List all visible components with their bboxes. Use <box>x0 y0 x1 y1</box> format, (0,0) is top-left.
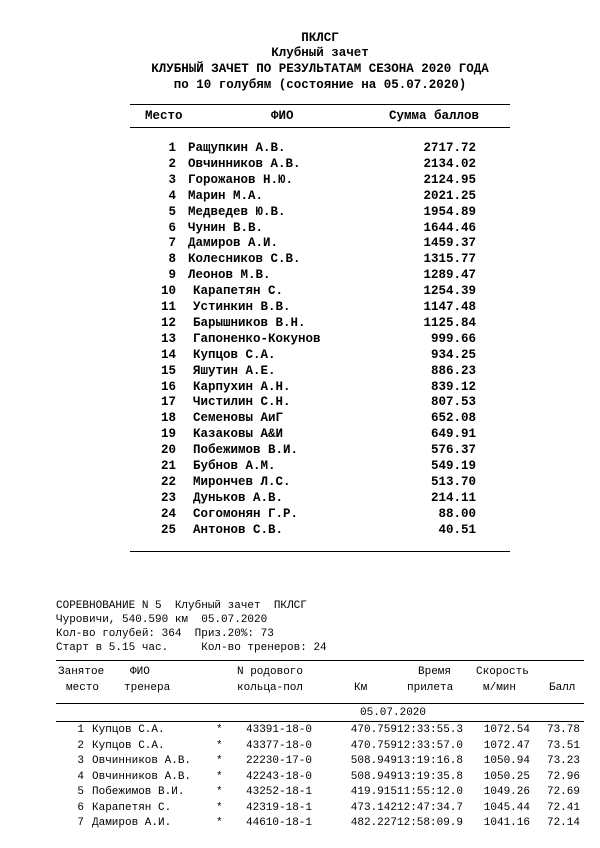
col-place-header: Место <box>145 109 183 123</box>
result-place: 2 <box>77 740 84 752</box>
competition-count: Кол-во голубей: 364 Приз.20%: 73 <box>56 628 274 640</box>
standing-name: Колесников С.В. <box>188 252 301 266</box>
results-date: 05.07.2020 <box>360 707 427 719</box>
result-speed: 1041.16 <box>483 817 530 829</box>
result-ring: 43252-18-1 <box>246 786 313 798</box>
result-time: 12:33:57.0 <box>397 740 464 752</box>
standing-score: 1459.37 <box>423 236 476 250</box>
standing-name: Побежимов В.И. <box>193 443 299 457</box>
competition-location: Чуровичи, 540.590 км 05.07.2020 <box>56 614 268 626</box>
result-time: 11:55:12.0 <box>397 786 464 798</box>
result-speed: 1050.25 <box>483 771 530 783</box>
result-place: 1 <box>77 724 84 736</box>
standing-place: 18 <box>160 411 176 425</box>
standing-place: 24 <box>160 507 176 521</box>
standing-place: 25 <box>160 523 176 537</box>
standing-name: Чистилин С.Н. <box>193 395 291 409</box>
standing-score: 1147.48 <box>423 300 476 314</box>
result-km: 482.227 <box>350 817 397 829</box>
result-trainer: Купцов С.А. <box>92 740 165 752</box>
standing-place: 19 <box>160 427 176 441</box>
result-km: 508.949 <box>350 755 397 767</box>
doc-condition: по 10 голубям (состояние на 05.07.2020) <box>173 78 467 92</box>
standing-name: Овчинников А.В. <box>188 157 301 171</box>
result-score: 72.69 <box>546 786 580 798</box>
standing-name: Антонов С.В. <box>193 523 284 537</box>
standing-name: Ращупкин А.В. <box>188 141 286 155</box>
standing-name: Леонов М.В. <box>188 268 271 282</box>
standing-name: Барышников В.Н. <box>193 316 306 330</box>
standing-name: Горожанов Н.Ю. <box>188 173 294 187</box>
hdr-score: Балл <box>549 682 576 694</box>
result-time: 12:47:34.7 <box>397 802 464 814</box>
standing-place: 21 <box>160 459 176 473</box>
standing-place: 5 <box>168 205 176 219</box>
result-mark: * <box>216 740 223 752</box>
result-km: 470.759 <box>350 740 397 752</box>
doc-org: ПКЛСГ <box>301 31 339 45</box>
hdr-fio-top: ФИО <box>130 666 150 678</box>
result-trainer: Дамиров А.И. <box>92 817 172 829</box>
result-mark: * <box>216 724 223 736</box>
standing-place: 16 <box>160 380 176 394</box>
standing-place: 20 <box>160 443 176 457</box>
result-speed: 1049.26 <box>483 786 530 798</box>
standing-score: 934.25 <box>430 348 476 362</box>
result-speed: 1045.44 <box>483 802 530 814</box>
result-place: 3 <box>77 755 84 767</box>
result-score: 73.23 <box>546 755 580 767</box>
result-mark: * <box>216 802 223 814</box>
result-km: 508.949 <box>350 771 397 783</box>
result-km: 470.759 <box>350 724 397 736</box>
standing-place: 23 <box>160 491 176 505</box>
standing-name: Мирончев Л.С. <box>193 475 291 489</box>
standing-score: 2124.95 <box>423 173 476 187</box>
result-trainer: Побежимов В.И. <box>92 786 185 798</box>
standing-score: 649.91 <box>430 427 476 441</box>
result-ring: 43391-18-0 <box>246 724 313 736</box>
results-date-rule <box>56 721 584 722</box>
hdr-speed-top: Скорость <box>476 666 529 678</box>
standing-place: 8 <box>168 252 176 266</box>
result-ring: 44610-18-1 <box>246 817 313 829</box>
standing-place: 7 <box>168 236 176 250</box>
standing-score: 1289.47 <box>423 268 476 282</box>
hdr-time-top: Время <box>418 666 452 678</box>
standing-place: 12 <box>160 316 176 330</box>
hdr-place-bottom: место <box>66 682 100 694</box>
hdr-ring-top: N родового <box>237 666 304 678</box>
standings-top-rule <box>130 104 510 105</box>
hdr-km: Км <box>354 682 368 694</box>
hdr-place-top: Занятое <box>58 666 105 678</box>
result-trainer: Купцов С.А. <box>92 724 165 736</box>
result-score: 73.78 <box>546 724 580 736</box>
result-speed: 1072.54 <box>483 724 530 736</box>
standings-bottom-rule <box>130 551 510 552</box>
standing-place: 15 <box>160 364 176 378</box>
result-trainer: Овчинников А.В. <box>92 755 192 767</box>
standing-name: Карпухин А.Н. <box>193 380 291 394</box>
result-trainer: Овчинников А.В. <box>92 771 192 783</box>
standing-score: 40.51 <box>438 523 476 537</box>
standing-place: 6 <box>168 221 176 235</box>
standing-name: Гапоненко-Кокунов <box>193 332 321 346</box>
doc-subtitle: Клубный зачет <box>271 46 369 60</box>
col-score-header: Сумма баллов <box>389 109 480 123</box>
result-place: 4 <box>77 771 84 783</box>
standing-place: 9 <box>168 268 176 282</box>
result-score: 72.41 <box>546 802 580 814</box>
result-time: 12:58:09.9 <box>397 817 464 829</box>
standing-score: 807.53 <box>430 395 476 409</box>
standing-name: Медведев Ю.В. <box>188 205 286 219</box>
standing-score: 1315.77 <box>423 252 476 266</box>
standing-place: 14 <box>160 348 176 362</box>
result-km: 473.142 <box>350 802 397 814</box>
standing-place: 4 <box>168 189 176 203</box>
standing-place: 17 <box>160 395 176 409</box>
standing-name: Дуньков А.В. <box>193 491 284 505</box>
standing-score: 652.08 <box>430 411 476 425</box>
result-mark: * <box>216 817 223 829</box>
hdr-fio-bottom: тренера <box>124 682 171 694</box>
hdr-ring-bottom: кольца-пол <box>237 682 304 694</box>
result-ring: 22230-17-0 <box>246 755 313 767</box>
standing-score: 214.11 <box>430 491 476 505</box>
result-mark: * <box>216 755 223 767</box>
result-trainer: Карапетян С. <box>92 802 172 814</box>
standing-score: 2717.72 <box>423 141 476 155</box>
standing-name: Бубнов А.М. <box>193 459 276 473</box>
result-time: 13:19:35.8 <box>397 771 464 783</box>
standing-score: 513.70 <box>430 475 476 489</box>
competition-title: СОРЕВНОВАНИЕ N 5 Клубный зачет ПКЛСГ <box>56 600 307 612</box>
result-ring: 42243-18-0 <box>246 771 313 783</box>
standing-name: Устинкин В.В. <box>193 300 291 314</box>
standing-place: 11 <box>160 300 176 314</box>
result-speed: 1072.47 <box>483 740 530 752</box>
results-top-rule <box>56 660 584 661</box>
standing-name: Семеновы АиГ <box>193 411 284 425</box>
result-ring: 43377-18-0 <box>246 740 313 752</box>
results-header-rule <box>56 703 584 704</box>
standing-place: 22 <box>160 475 176 489</box>
competition-start: Старт в 5.15 час. Кол-во тренеров: 24 <box>56 642 327 654</box>
standing-place: 2 <box>168 157 176 171</box>
standing-place: 3 <box>168 173 176 187</box>
standing-name: Марин М.А. <box>188 189 264 203</box>
standing-place: 1 <box>168 141 176 155</box>
result-score: 72.14 <box>546 817 580 829</box>
standing-name: Дамиров А.И. <box>188 236 279 250</box>
result-mark: * <box>216 786 223 798</box>
result-speed: 1050.94 <box>483 755 530 767</box>
standing-score: 1125.84 <box>423 316 476 330</box>
standing-score: 88.00 <box>438 507 476 521</box>
standing-score: 549.19 <box>430 459 476 473</box>
standing-score: 1954.89 <box>423 205 476 219</box>
standings-header-rule <box>130 127 510 128</box>
hdr-speed-bottom: м/мин <box>483 682 517 694</box>
standing-name: Карапетян С. <box>193 284 284 298</box>
standing-score: 2021.25 <box>423 189 476 203</box>
result-mark: * <box>216 771 223 783</box>
doc-title: КЛУБНЫЙ ЗАЧЕТ ПО РЕЗУЛЬТАТАМ СЕЗОНА 2020 ГОДА <box>151 62 489 76</box>
standing-score: 576.37 <box>430 443 476 457</box>
standing-place: 13 <box>160 332 176 346</box>
col-name-header: ФИО <box>271 109 294 123</box>
result-km: 419.915 <box>350 786 397 798</box>
standing-score: 999.66 <box>430 332 476 346</box>
result-score: 73.51 <box>546 740 580 752</box>
standing-score: 1644.46 <box>423 221 476 235</box>
standing-name: Яшутин А.Е. <box>193 364 276 378</box>
result-place: 5 <box>77 786 84 798</box>
standing-name: Чунин В.В. <box>188 221 264 235</box>
standing-name: Купцов С.А. <box>193 348 276 362</box>
result-place: 6 <box>77 802 84 814</box>
standing-score: 886.23 <box>430 364 476 378</box>
standing-score: 2134.02 <box>423 157 476 171</box>
standing-place: 10 <box>160 284 176 298</box>
standing-name: Согомонян Г.Р. <box>193 507 299 521</box>
result-score: 72.96 <box>546 771 580 783</box>
standing-score: 1254.39 <box>423 284 476 298</box>
standing-name: Казаковы А&И <box>193 427 284 441</box>
hdr-time-bottom: прилета <box>407 682 454 694</box>
result-time: 13:19:16.8 <box>397 755 464 767</box>
result-ring: 42319-18-1 <box>246 802 313 814</box>
result-place: 7 <box>77 817 84 829</box>
standing-score: 839.12 <box>430 380 476 394</box>
result-time: 12:33:55.3 <box>397 724 464 736</box>
